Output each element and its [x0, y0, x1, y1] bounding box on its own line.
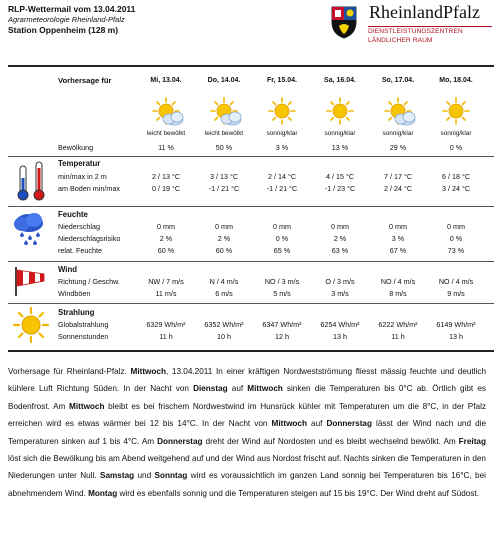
forecast-day: Dienstag	[193, 384, 228, 394]
cloud-value: 13 %	[331, 143, 349, 152]
temp-title: Temperatur	[58, 159, 101, 168]
weather-text: leicht bewölkt	[204, 130, 244, 137]
sun-cloud-icon	[152, 97, 184, 127]
temp-ground-value: -1 / 21 °C	[208, 184, 240, 193]
forecast-day: Mittwoch	[271, 419, 307, 429]
wind-gust-label: Windböen	[58, 289, 91, 298]
row-divider	[8, 261, 494, 262]
temp-ground-value: 2 / 24 °C	[383, 184, 413, 193]
wind-value: NO / 3 m/s	[264, 277, 300, 286]
forecast-sentence: wird es voraussichtlich im ganzen Land sonnig bei Temperaturen bis 16°C, bei abnehmendem Wind.	[8, 471, 486, 498]
row-divider	[8, 303, 494, 304]
weather-text: sonnig/klar	[266, 130, 298, 137]
sun-cloud-icon	[210, 97, 242, 127]
global-radiation-label: Globalstrahlung	[58, 320, 109, 329]
sun-icon	[442, 97, 474, 127]
global-radiation-value: 6149 Wh/m²	[436, 320, 476, 329]
wind-gust-value: 9 m/s	[447, 289, 465, 298]
precip-label: Niederschlag	[58, 222, 100, 231]
sunshine-value: 10 h	[217, 332, 231, 341]
wind-value: NO / 4 m/s	[380, 277, 416, 286]
humidity-value: 63 %	[331, 246, 349, 255]
forecast-day: Mittwoch	[247, 384, 283, 394]
humidity-value: 67 %	[389, 246, 407, 255]
moisture-title: Feuchte	[58, 210, 88, 219]
forecast-sentence: dreht der Wind auf Nordosten und es bleibt wechselnd bewölkt. Am	[202, 436, 459, 446]
day-header: Mo, 18.04.	[439, 77, 473, 84]
forecast-sentence: sinken die Temperaturen bis 0°C ab. Örtlich gibt es Bodenfrost. Am	[8, 384, 486, 411]
forecast-day: Mittwoch	[69, 401, 105, 411]
sun-cloud-icon	[384, 97, 416, 127]
precip-risk-value: 2 %	[159, 234, 173, 243]
cloud-value: 0 %	[449, 143, 463, 152]
precip-value: 0 mm	[389, 222, 407, 231]
forecast-sentence: auf	[307, 419, 327, 429]
rain-cloud-icon	[12, 210, 46, 246]
forecast-text	[8, 363, 486, 502]
temp-ground-value: 0 / 19 °C	[151, 184, 181, 193]
humidity-value: 73 %	[447, 246, 465, 255]
sunshine-value: 11 h	[391, 332, 405, 341]
forecast-day: Samstag	[100, 471, 135, 481]
forecast-label-header: Vorhersage für	[58, 76, 112, 85]
temp-ground-value: -1 / 23 °C	[324, 184, 356, 193]
forecast-sentence: bleibt es bei frischem Nordwestwind im Hunsrück kühler mit Temperaturen um die 8°C, in der Pfalz erreichen wird es etwas wärmer bei 12 bis 14°C. In der Nacht von	[8, 401, 486, 429]
global-radiation-value: 6222 Wh/m²	[378, 320, 418, 329]
forecast-sentence: und	[134, 471, 155, 481]
logo-wordmark: RheinlandPfalz	[369, 2, 480, 22]
day-header: Fr, 15.04.	[267, 77, 297, 84]
global-radiation-value: 6254 Wh/m²	[320, 320, 360, 329]
cloud-label: Bewölkung	[58, 143, 94, 152]
radiation-title: Strahlung	[58, 308, 95, 317]
header-divider	[8, 65, 494, 67]
forecast-sentence: wird es ebenfalls sonnig und die Temperaturen steigen auf 15 bis 19°C. Der Wind dreht auf Südost.	[117, 488, 479, 498]
wind-gust-value: 11 m/s	[155, 289, 177, 298]
temp-2m-value: 2 / 13 °C	[151, 172, 181, 181]
windsock-icon	[12, 264, 48, 298]
forecast-intro: Vorhersage für Rheinland-Pfalz.	[8, 367, 131, 376]
wind-gust-value: 8 m/s	[389, 289, 407, 298]
cloud-value: 11 %	[158, 143, 174, 152]
precip-value: 0 mm	[273, 222, 291, 231]
precip-value: 0 mm	[331, 222, 349, 231]
row-divider	[8, 156, 494, 157]
temp-2m-value: 4 / 15 °C	[325, 172, 355, 181]
forecast-sentence: auf	[227, 384, 248, 394]
forecast-day: Donnerstag	[326, 419, 372, 429]
precip-value: 0 mm	[447, 222, 465, 231]
humidity-value: 65 %	[273, 246, 291, 255]
temp-label-ground: am Boden min/max	[58, 184, 120, 193]
precip-risk-value: 0 %	[275, 234, 289, 243]
sunshine-value: 13 h	[449, 332, 463, 341]
weather-text: sonnig/klar	[324, 130, 356, 137]
forecast-day: Mittwoch	[130, 367, 166, 376]
humidity-value: 60 %	[215, 246, 233, 255]
humidity-label: relat. Feuchte	[58, 246, 102, 255]
temp-2m-value: 7 / 17 °C	[383, 172, 413, 181]
temp-ground-value: -1 / 21 °C	[266, 184, 298, 193]
cloud-value: 50 %	[215, 143, 233, 152]
sunshine-value: 11 h	[159, 332, 173, 341]
temp-label-2m: min/max in 2 m	[58, 172, 107, 181]
wind-gust-value: 6 m/s	[215, 289, 233, 298]
weather-text: sonnig/klar	[440, 130, 472, 137]
wind-gust-value: 3 m/s	[331, 289, 349, 298]
weather-text: sonnig/klar	[382, 130, 414, 137]
precip-value: 0 mm	[157, 222, 175, 231]
station-name: Station Oppenheim (128 m)	[8, 25, 119, 35]
table-bottom-divider	[8, 350, 494, 352]
wind-value: O / 3 m/s	[325, 277, 355, 286]
forecast-sentence: löst sich die Bewölkung bis am Abend weitgehend auf und der Wind aus Nordost frischt auf. Nachts sinken die Temperaturen in den Niederungen unter Null.	[8, 454, 486, 481]
sunshine-value: 13 h	[333, 332, 347, 341]
forecast-sentence: , 13.04.2011 In einer kräftigen Nordwestströmung fliesst mässig feuchte und deutlich kühlere Luft Richtung Süden. In der Nacht von	[8, 367, 486, 394]
forecast-day: Montag	[88, 488, 118, 498]
precip-risk-value: 2 %	[333, 234, 347, 243]
wind-gust-value: 5 m/s	[273, 289, 291, 298]
logo-underline	[368, 26, 492, 27]
temp-ground-value: 3 / 24 °C	[441, 184, 471, 193]
forecast-day: Sonntag	[154, 471, 188, 481]
precip-risk-value: 2 %	[217, 234, 231, 243]
cloud-value: 3 %	[275, 143, 289, 152]
precip-risk-value: 0 %	[449, 234, 463, 243]
precip-risk-label: Niederschlagsrisiko	[58, 234, 121, 243]
temp-2m-value: 2 / 14 °C	[267, 172, 297, 181]
day-header: Mi, 13.04.	[150, 77, 182, 84]
sun-radiation-icon	[12, 306, 50, 344]
thermometer-icon	[12, 160, 52, 204]
mail-title: RLP-Wettermail vom 13.04.2011	[8, 4, 136, 14]
day-header: Do, 14.04.	[207, 77, 241, 84]
temp-2m-value: 6 / 18 °C	[441, 172, 471, 181]
temp-2m-value: 3 / 13 °C	[209, 172, 239, 181]
sunshine-label: Sonnenstunden	[58, 332, 109, 341]
sun-icon	[326, 97, 358, 127]
forecast-day: Freitag	[458, 436, 486, 446]
sunshine-value: 12 h	[275, 332, 289, 341]
cloud-value: 29 %	[389, 143, 407, 152]
forecast-day: Donnerstag	[157, 436, 203, 446]
mail-subtitle: Agrarmeteorologie Rheinland-Pfalz	[8, 15, 125, 24]
row-divider	[8, 206, 494, 207]
global-radiation-value: 6352 Wh/m²	[204, 320, 244, 329]
day-header: So, 17.04.	[381, 77, 415, 84]
forecast-sentence: lässt der Wind nach und die Temperaturen sinken auf 1 bis 4°C. Am	[8, 419, 486, 446]
day-header: Sa, 16.04.	[324, 77, 356, 84]
logo-subline-2: LÄNDLICHER RAUM	[368, 37, 433, 44]
weather-text: leicht bewölkt	[146, 130, 186, 137]
wind-title: Wind	[58, 265, 77, 274]
logo-subline-1: DIENSTLEISTUNGSZENTREN	[368, 28, 463, 35]
precip-risk-value: 3 %	[391, 234, 405, 243]
global-radiation-value: 6329 Wh/m²	[146, 320, 186, 329]
wind-direction-label: Richtung / Geschw.	[58, 277, 120, 286]
humidity-value: 60 %	[157, 246, 175, 255]
sun-icon	[268, 97, 300, 127]
global-radiation-value: 6347 Wh/m²	[262, 320, 302, 329]
wind-value: NO / 4 m/s	[438, 277, 474, 286]
wind-value: NW / 7 m/s	[148, 277, 184, 286]
precip-value: 0 mm	[215, 222, 233, 231]
wind-value: N / 4 m/s	[209, 277, 239, 286]
rlp-crest-icon	[329, 4, 359, 40]
